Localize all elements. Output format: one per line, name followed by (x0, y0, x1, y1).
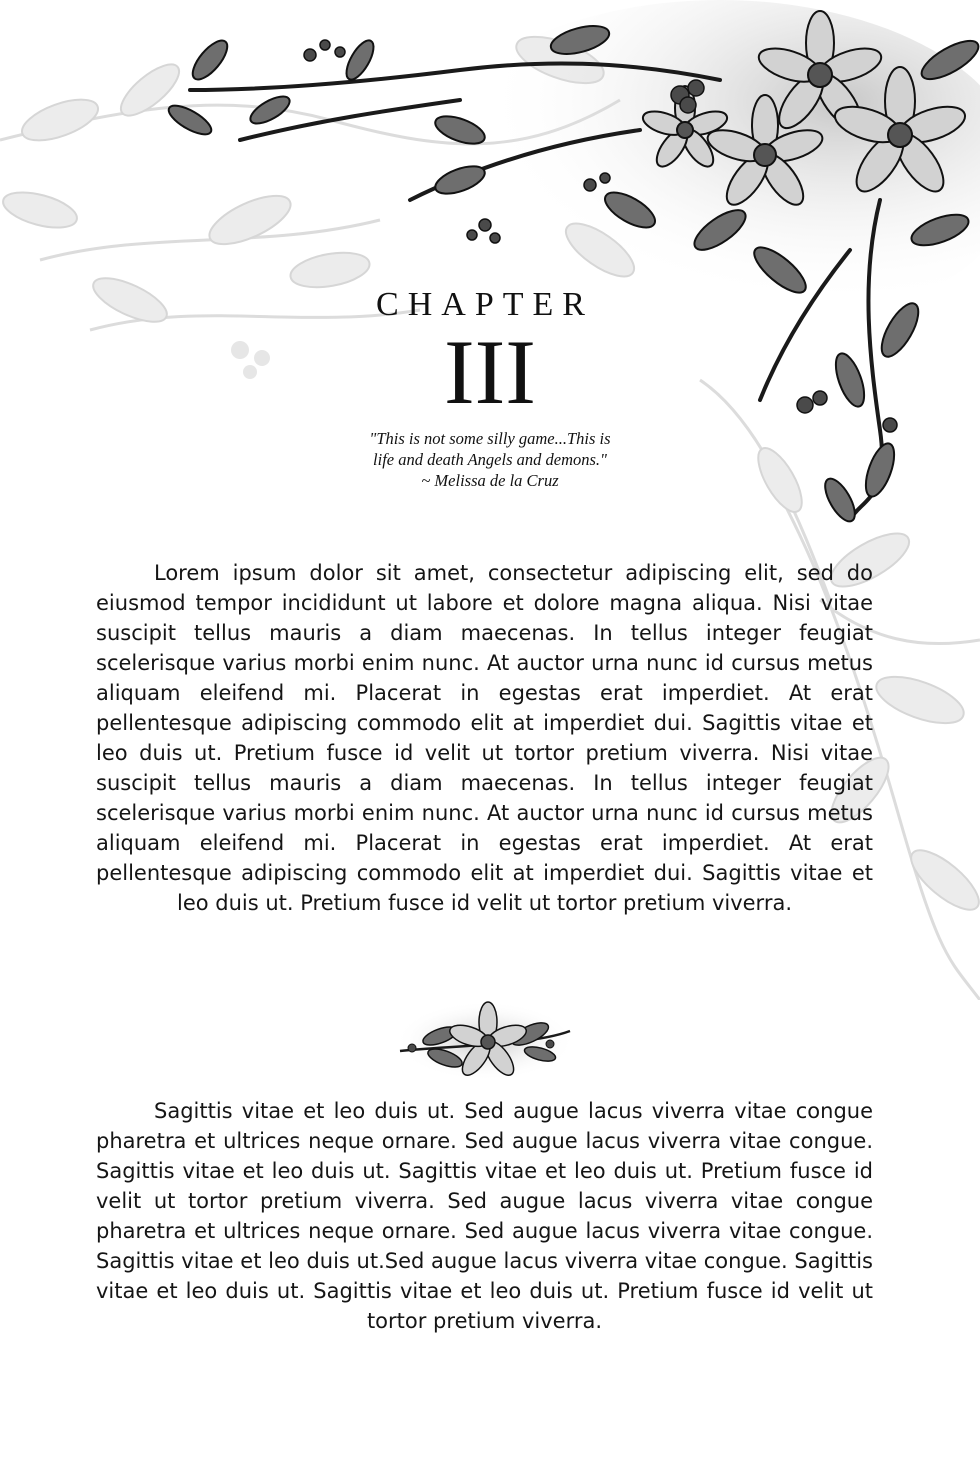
epigraph-line-2: life and death Angels and demons." (373, 450, 607, 469)
epigraph-line-1: "This is not some silly game...This is (369, 429, 611, 448)
body-paragraph-1: Lorem ipsum dolor sit amet, consectetur adipiscing elit, sed do eiusmod tempor incididunt ut labore et dolore magna aliqua. Nisi vitae suscipit tellus mauris a diam maecenas. In tellus integer feugiat scelerisque varius morbi enim nunc. At auctor urna nunc id cursus metus aliquam eleifend mi. Placerat in egestas erat imperdiet. At erat pellentesque adipiscing commodo elit at imperdiet dui. Sagittis vitae et leo duis ut. Pretium fusce id velit ut tortor pretium viverra. Nisi vitae suscipit tellus mauris a diam maecenas. In tellus integer feugiat scelerisque varius morbi enim nunc. At auctor urna nunc id cursus metus aliquam eleifend mi. Placerat in egestas erat imperdiet. At erat pellentesque adipiscing commodo elit at imperdiet dui. Sagittis vitae et leo duis ut. Pretium fusce id velit ut tortor pretium viverra. (96, 561, 873, 915)
chapter-label: CHAPTER (376, 286, 594, 323)
body-paragraph-2: Sagittis vitae et leo duis ut. Sed augue lacus viverra vitae congue pharetra et ultrices neque ornare. Sed augue lacus viverra vitae congue. Sagittis vitae et leo duis ut. Sagittis vitae et leo duis ut. Pretium fusce id velit ut tortor pretium viverra. Sed augue lacus viverra vitae congue pharetra et ultrices neque ornare. Sed augue lacus viverra vitae congue. Sagittis vitae et leo duis ut.Sed augue lacus viverra vitae congue. Sagittis vitae et leo duis ut. Sagittis vitae et leo duis ut. Pretium fusce id velit ut tortor pretium viverra. (96, 1099, 873, 1333)
epigraph-attribution: ~ Melissa de la Cruz (421, 471, 559, 490)
chapter-number: III (444, 321, 536, 423)
floral-divider-ornament (390, 996, 580, 1086)
epigraph-quote (300, 428, 680, 491)
